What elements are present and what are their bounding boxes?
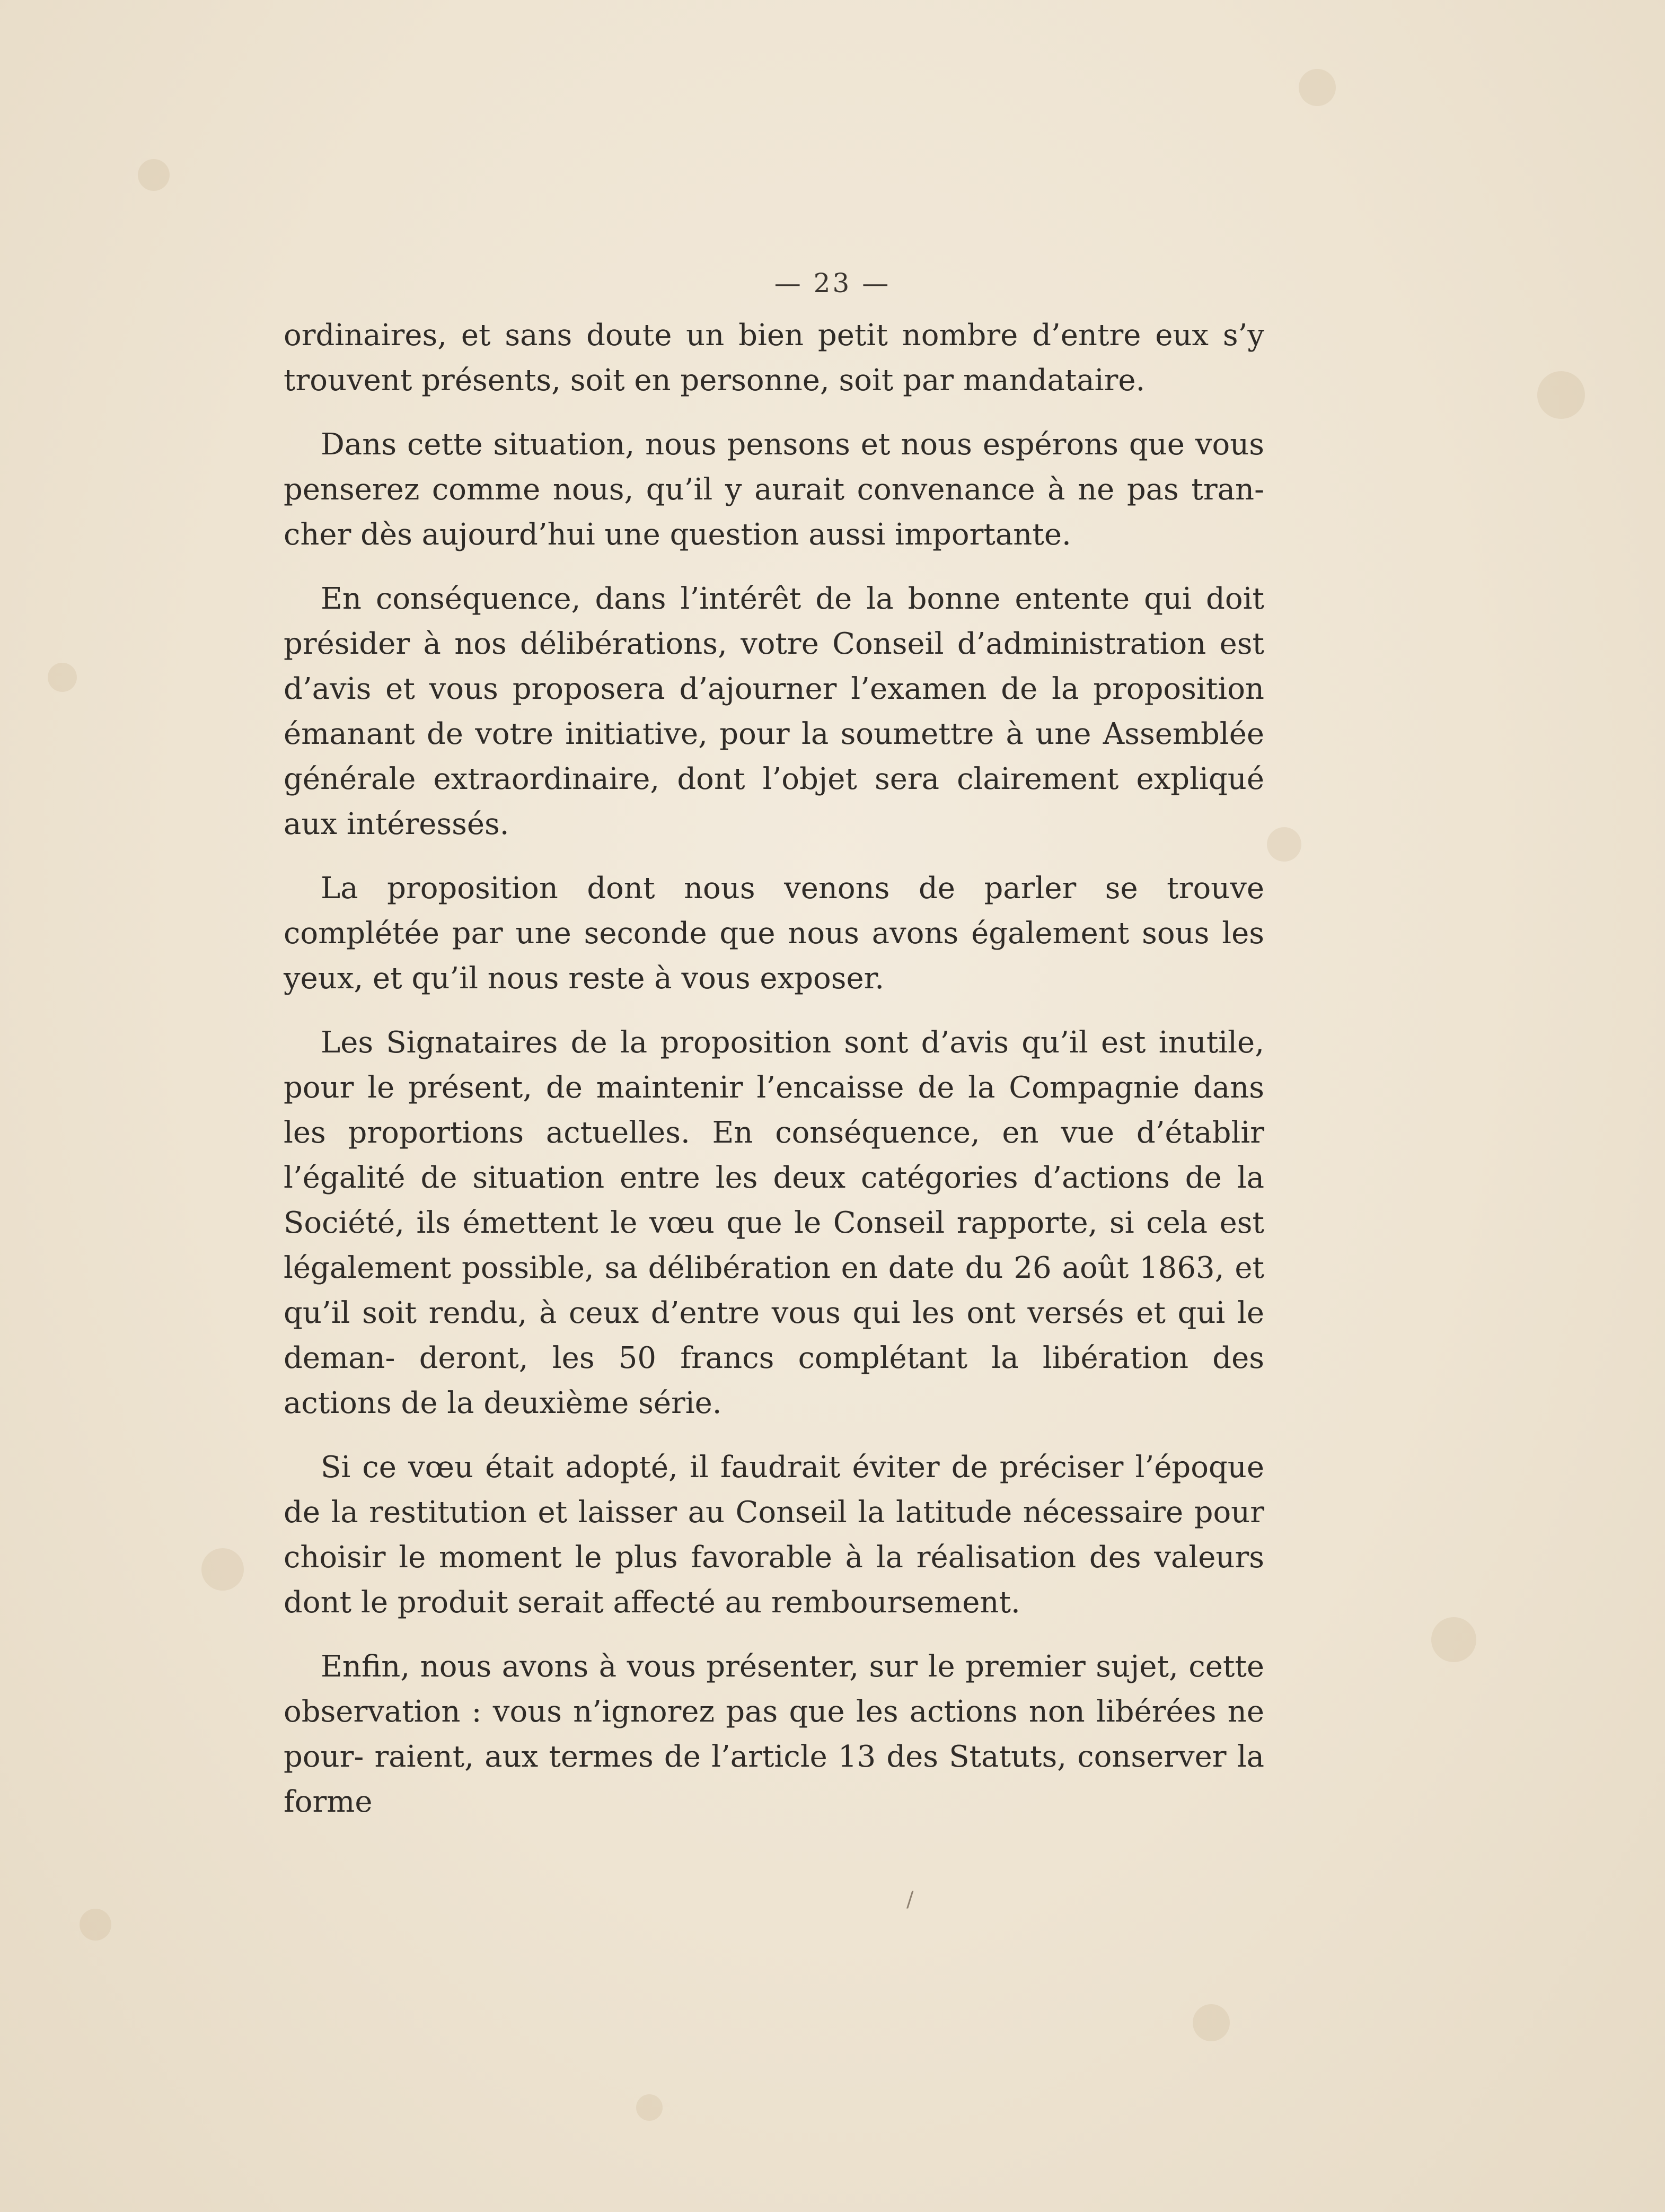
foxing-spot <box>201 1548 244 1591</box>
paragraph: Enfin, nous avons à vous présenter, sur le premier sujet, cette observation : vous n’ignorez pas que les actions non libérées ne pour- raient, aux termes de l’article 13 des Statuts, conserver la forme <box>284 1649 1264 1819</box>
foxing-spot <box>1193 2004 1230 2041</box>
paragraph: ordinaires, et sans doute un bien petit nombre d’entre eux s’y trouvent présents, soit en personne, soit par mandataire. <box>284 318 1264 398</box>
pencil-mark: / <box>906 1888 914 1912</box>
paragraph: Les Signataires de la proposition sont d’avis qu’il est inutile, pour le présent, de maintenir l’encaisse de la Compagnie dans les proportions actuelles. En conséquence, en vue d’établir l’égalité de situation entre les deux catégories d’actions de la Société, ils émettent le vœu que le Conseil rapporte, si cela est légalement possible, sa délibération en date du 26 août 1863, et qu’il soit rendu, à ceux d’entre vous qui les ont versés et qui le deman- deront, les 50 francs complétant la libération des actions de la deuxième série. <box>284 1025 1264 1420</box>
foxing-spot <box>1537 371 1585 419</box>
body-text <box>284 313 1264 1844</box>
foxing-spot <box>138 159 170 191</box>
foxing-spot <box>636 2094 663 2121</box>
paragraph: Dans cette situation, nous pensons et nous espérons que vous penserez comme nous, qu’il y aurait convenance à ne pas tran- cher dès aujourd’hui une question aussi importante. <box>284 427 1264 552</box>
paragraph: Si ce vœu était adopté, il faudrait éviter de préciser l’époque de la restitution et laisser au Conseil la latitude nécessaire pour choisir le moment le plus favorable à la réalisation des valeurs dont le produit serait affecté au remboursement. <box>284 1450 1264 1620</box>
foxing-spot <box>1267 827 1301 862</box>
page-number: — 23 — <box>774 268 891 299</box>
paragraph: En conséquence, dans l’intérêt de la bonne entente qui doit présider à nos délibérations, votre Conseil d’administration est d’avis et vous proposera d’ajourner l’examen de la proposition émanant de votre initiative, pour la soumettre à une Assemblée générale extraordinaire, dont l’objet sera clairement expliqué aux intéressés. <box>284 582 1264 841</box>
foxing-spot <box>1299 69 1336 106</box>
foxing-spot <box>80 1909 111 1941</box>
foxing-spot <box>48 663 77 692</box>
foxing-spot <box>1431 1617 1476 1662</box>
paragraph: La proposition dont nous venons de parler se trouve complétée par une seconde que nous avons également sous les yeux, et qu’il nous reste à vous exposer. <box>284 871 1264 996</box>
